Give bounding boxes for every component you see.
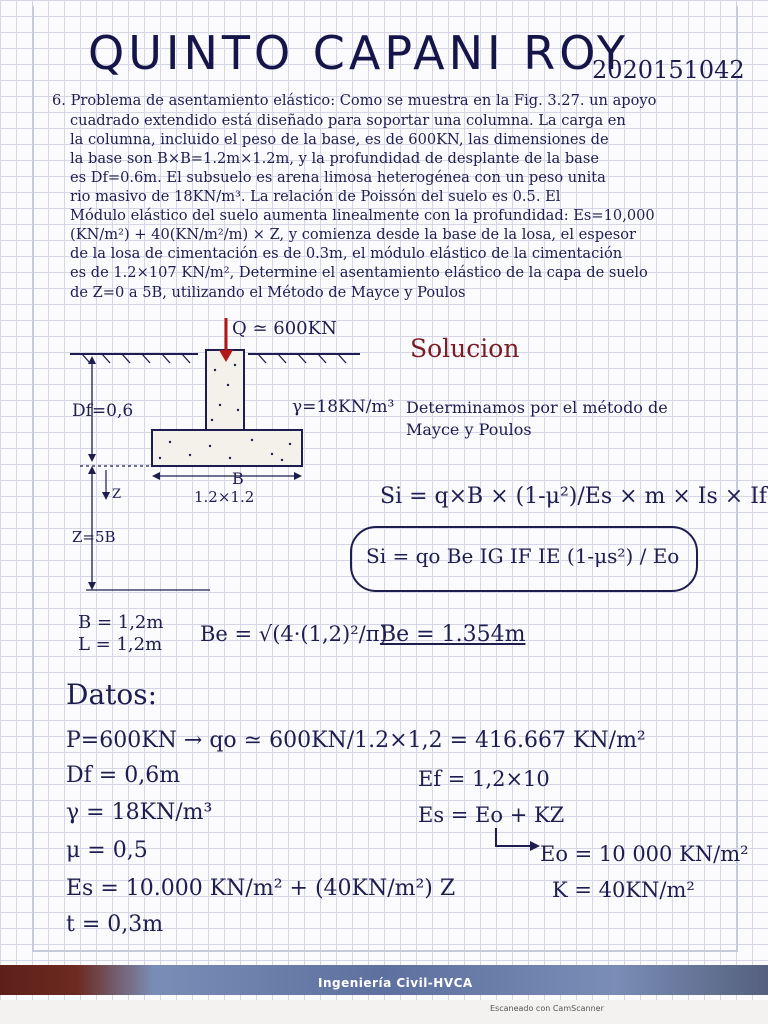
problem-line: es de 1.2×107 KN/m², Determine el asentamiento elástico de la capa de suelo [70, 264, 648, 281]
datos-line: γ = 18KN/m³ [66, 800, 213, 825]
footer-banner-text: Ingeniería Civil-HVCA [318, 976, 473, 990]
mayne-poulos-formula: Si = qo Be IG IF IE (1-μs²) / Eo [366, 544, 680, 568]
datos-line: P=600KN → qo ≃ 600KN/1.2×1,2 = 416.667 KN/m² [66, 728, 646, 753]
be-result: Be = 1.354m [380, 622, 526, 647]
problem-line: de la losa de cimentación es de 0.3m, el módulo elástico de la cimentación [70, 245, 623, 262]
datos-right-line: Es = Eo + KZ [418, 803, 565, 827]
problem-line: de Z=0 a 5B, utilizando el Método de Mayce y Poulos [70, 284, 466, 301]
datos-line: μ = 0,5 [66, 838, 148, 863]
df-label: Df=0,6 [72, 401, 134, 421]
student-id: 2020151042 [592, 56, 745, 84]
load-label: Q ≃ 600KN [232, 318, 337, 339]
datos-right-line: Eo = 10 000 KN/m² [540, 842, 749, 866]
page-border-right [736, 6, 738, 951]
problem-line: cuadrado extendido está diseñado para soportar una columna. La carga en [70, 112, 626, 129]
b-value: B = 1,2m [78, 612, 164, 633]
gamma-label: γ=18KN/m³ [292, 397, 395, 417]
method-line: Determinamos por el método de [406, 398, 668, 417]
datos-right-line: K = 40KN/m² [552, 878, 695, 902]
be-formula: Be = √(4·(1,2)²/π) [200, 622, 388, 646]
settlement-formula: Si = q×B × (1-μ²)/Es × m × Is × If [380, 484, 768, 509]
problem-line: 6. Problema de asentamiento elástico: Como se muestra en la Fig. 3.27. un apoyo [52, 92, 657, 109]
solution-heading: Solucion [410, 334, 520, 363]
datos-heading: Datos: [66, 678, 158, 711]
z5b-label: Z=5B [72, 528, 116, 546]
problem-line: rio masivo de 18KN/m³. La relación de Poissón del suelo es 0.5. El [70, 188, 561, 205]
z-axis-label: Z [112, 487, 122, 502]
problem-line: es Df=0.6m. El subsuelo es arena limosa heterogénea con un peso unita [70, 169, 606, 186]
problem-line: Módulo elástico del suelo aumenta linealmente con la profundidad: Es=10,000 [70, 207, 655, 224]
datos-right-line: Ef = 1,2×10 [418, 767, 550, 791]
author-name: QUINTO CAPANI ROY [88, 26, 629, 80]
datos-line: Es = 10.000 KN/m² + (40KN/m²) Z [66, 876, 456, 901]
problem-line: la base son B×B=1.2m×1.2m, y la profundidad de desplante de la base [70, 150, 599, 167]
page-border-bottom [32, 950, 738, 952]
problem-line: la columna, incluido el peso de la base, es de 600KN, las dimensiones de [70, 131, 609, 148]
width-label: B [232, 469, 244, 488]
l-value: L = 1,2m [78, 634, 163, 655]
footing-diagram [60, 310, 400, 620]
dims-label: 1.2×1.2 [194, 488, 255, 506]
method-line: Mayce y Poulos [406, 420, 532, 439]
datos-line: t = 0,3m [66, 912, 164, 937]
implies-arrow [492, 826, 542, 856]
datos-line: Df = 0,6m [66, 763, 181, 788]
problem-line: (KN/m²) + 40(KN/m²/m) × Z, y comienza desde la base de la losa, el espesor [70, 226, 636, 243]
page-border-left [32, 6, 34, 951]
scanner-watermark: Escaneado con CamScanner [490, 1004, 604, 1013]
